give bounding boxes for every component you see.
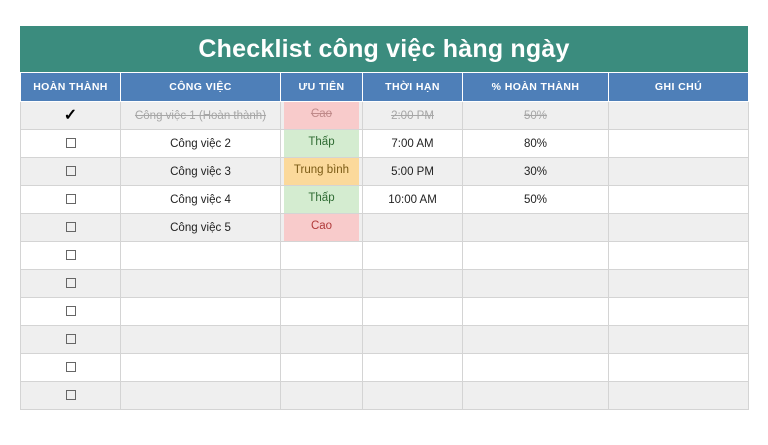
cell-task[interactable] [121, 270, 281, 298]
cell-priority[interactable] [281, 298, 363, 326]
check-icon: ✓ [63, 106, 78, 124]
column-header-note[interactable]: GHI CHÚ [609, 73, 749, 102]
table-row [21, 270, 749, 298]
table-row [21, 130, 749, 158]
cell-note[interactable] [609, 130, 749, 158]
cell-due[interactable] [363, 214, 463, 242]
task-label: Công việc 2 [170, 137, 231, 150]
table-row [21, 102, 749, 130]
cell-task[interactable] [121, 186, 281, 214]
cell-done[interactable] [21, 326, 121, 354]
cell-note[interactable] [609, 214, 749, 242]
cell-note[interactable] [609, 354, 749, 382]
cell-done[interactable] [21, 158, 121, 186]
cell-note[interactable] [609, 242, 749, 270]
priority-badge: Trung bình [284, 158, 359, 185]
cell-note[interactable] [609, 158, 749, 186]
cell-due[interactable] [363, 270, 463, 298]
checklist-sheet [20, 26, 748, 410]
cell-due[interactable] [363, 326, 463, 354]
cell-due[interactable] [363, 130, 463, 158]
cell-task[interactable] [121, 214, 281, 242]
cell-due[interactable] [363, 354, 463, 382]
checkbox-empty-icon[interactable] [66, 166, 76, 176]
table-row [21, 298, 749, 326]
cell-priority[interactable] [281, 130, 363, 158]
cell-note[interactable] [609, 186, 749, 214]
cell-percent[interactable] [463, 158, 609, 186]
percent-label: 30% [523, 165, 548, 178]
table-header-row [21, 73, 749, 102]
cell-due[interactable] [363, 382, 463, 410]
cell-percent[interactable] [463, 214, 609, 242]
cell-task[interactable] [121, 298, 281, 326]
checkbox-empty-icon[interactable] [66, 362, 76, 372]
checkbox-empty-icon[interactable] [66, 278, 76, 288]
percent-label: 50% [523, 109, 548, 122]
table-row [21, 382, 749, 410]
cell-task[interactable] [121, 354, 281, 382]
cell-task[interactable] [121, 130, 281, 158]
cell-task[interactable] [121, 326, 281, 354]
table-row [21, 158, 749, 186]
cell-due[interactable] [363, 186, 463, 214]
table-body [21, 102, 749, 410]
cell-priority[interactable] [281, 214, 363, 242]
cell-percent[interactable] [463, 270, 609, 298]
checkbox-empty-icon[interactable] [66, 390, 76, 400]
due-label: 2:00 PM [391, 109, 434, 122]
cell-percent[interactable] [463, 102, 609, 130]
cell-task[interactable] [121, 242, 281, 270]
task-label: Công việc 3 [170, 165, 231, 178]
task-label: Công việc 5 [170, 221, 231, 234]
task-label: Công việc 4 [170, 193, 231, 206]
checklist-table [20, 72, 749, 410]
due-label: 5:00 PM [391, 165, 434, 178]
checkbox-empty-icon[interactable] [66, 306, 76, 316]
cell-due[interactable] [363, 242, 463, 270]
cell-done[interactable] [21, 242, 121, 270]
sheet-title: Checklist công việc hàng ngày [20, 26, 748, 72]
cell-task[interactable] [121, 102, 281, 130]
cell-done[interactable] [21, 270, 121, 298]
cell-done[interactable] [21, 102, 121, 130]
column-header-due[interactable]: THỜI HẠN [363, 73, 463, 102]
cell-note[interactable] [609, 270, 749, 298]
cell-percent[interactable] [463, 130, 609, 158]
cell-priority[interactable] [281, 326, 363, 354]
cell-priority[interactable] [281, 242, 363, 270]
cell-priority[interactable] [281, 102, 363, 130]
cell-percent[interactable] [463, 186, 609, 214]
due-label: 7:00 AM [391, 137, 434, 150]
priority-badge: Thấp [284, 186, 359, 213]
table-row [21, 326, 749, 354]
table-row [21, 214, 749, 242]
column-header-task[interactable]: CÔNG VIỆC [121, 73, 281, 102]
cell-percent[interactable] [463, 382, 609, 410]
cell-done[interactable] [21, 298, 121, 326]
cell-note[interactable] [609, 382, 749, 410]
cell-done[interactable] [21, 354, 121, 382]
cell-percent[interactable] [463, 242, 609, 270]
cell-priority[interactable] [281, 354, 363, 382]
table-row [21, 186, 749, 214]
cell-due[interactable] [363, 158, 463, 186]
cell-task[interactable] [121, 382, 281, 410]
cell-done[interactable] [21, 382, 121, 410]
task-label: Công việc 1 (Hoàn thành) [134, 109, 267, 122]
percent-label: 50% [523, 193, 548, 206]
checkbox-empty-icon[interactable] [66, 194, 76, 204]
due-label: 10:00 AM [388, 193, 437, 206]
percent-label: 80% [523, 137, 548, 150]
cell-note[interactable] [609, 102, 749, 130]
priority-badge: Thấp [284, 130, 359, 157]
priority-badge: Cao [284, 102, 359, 129]
column-header-priority[interactable]: ƯU TIÊN [281, 73, 363, 102]
priority-badge: Cao [284, 214, 359, 241]
column-header-percent[interactable]: % HOÀN THÀNH [463, 73, 609, 102]
cell-percent[interactable] [463, 298, 609, 326]
checkbox-empty-icon[interactable] [66, 334, 76, 344]
checkbox-empty-icon[interactable] [66, 138, 76, 148]
table-row [21, 242, 749, 270]
cell-priority[interactable] [281, 270, 363, 298]
cell-note[interactable] [609, 298, 749, 326]
checkbox-empty-icon[interactable] [66, 250, 76, 260]
cell-priority[interactable] [281, 186, 363, 214]
column-header-done[interactable]: HOÀN THÀNH [21, 73, 121, 102]
cell-priority[interactable] [281, 382, 363, 410]
cell-task[interactable] [121, 158, 281, 186]
cell-note[interactable] [609, 326, 749, 354]
cell-percent[interactable] [463, 326, 609, 354]
cell-done[interactable] [21, 214, 121, 242]
cell-due[interactable] [363, 298, 463, 326]
table-row [21, 354, 749, 382]
cell-percent[interactable] [463, 354, 609, 382]
cell-due[interactable] [363, 102, 463, 130]
checkbox-empty-icon[interactable] [66, 222, 76, 232]
cell-done[interactable] [21, 130, 121, 158]
cell-done[interactable] [21, 186, 121, 214]
cell-priority[interactable] [281, 158, 363, 186]
